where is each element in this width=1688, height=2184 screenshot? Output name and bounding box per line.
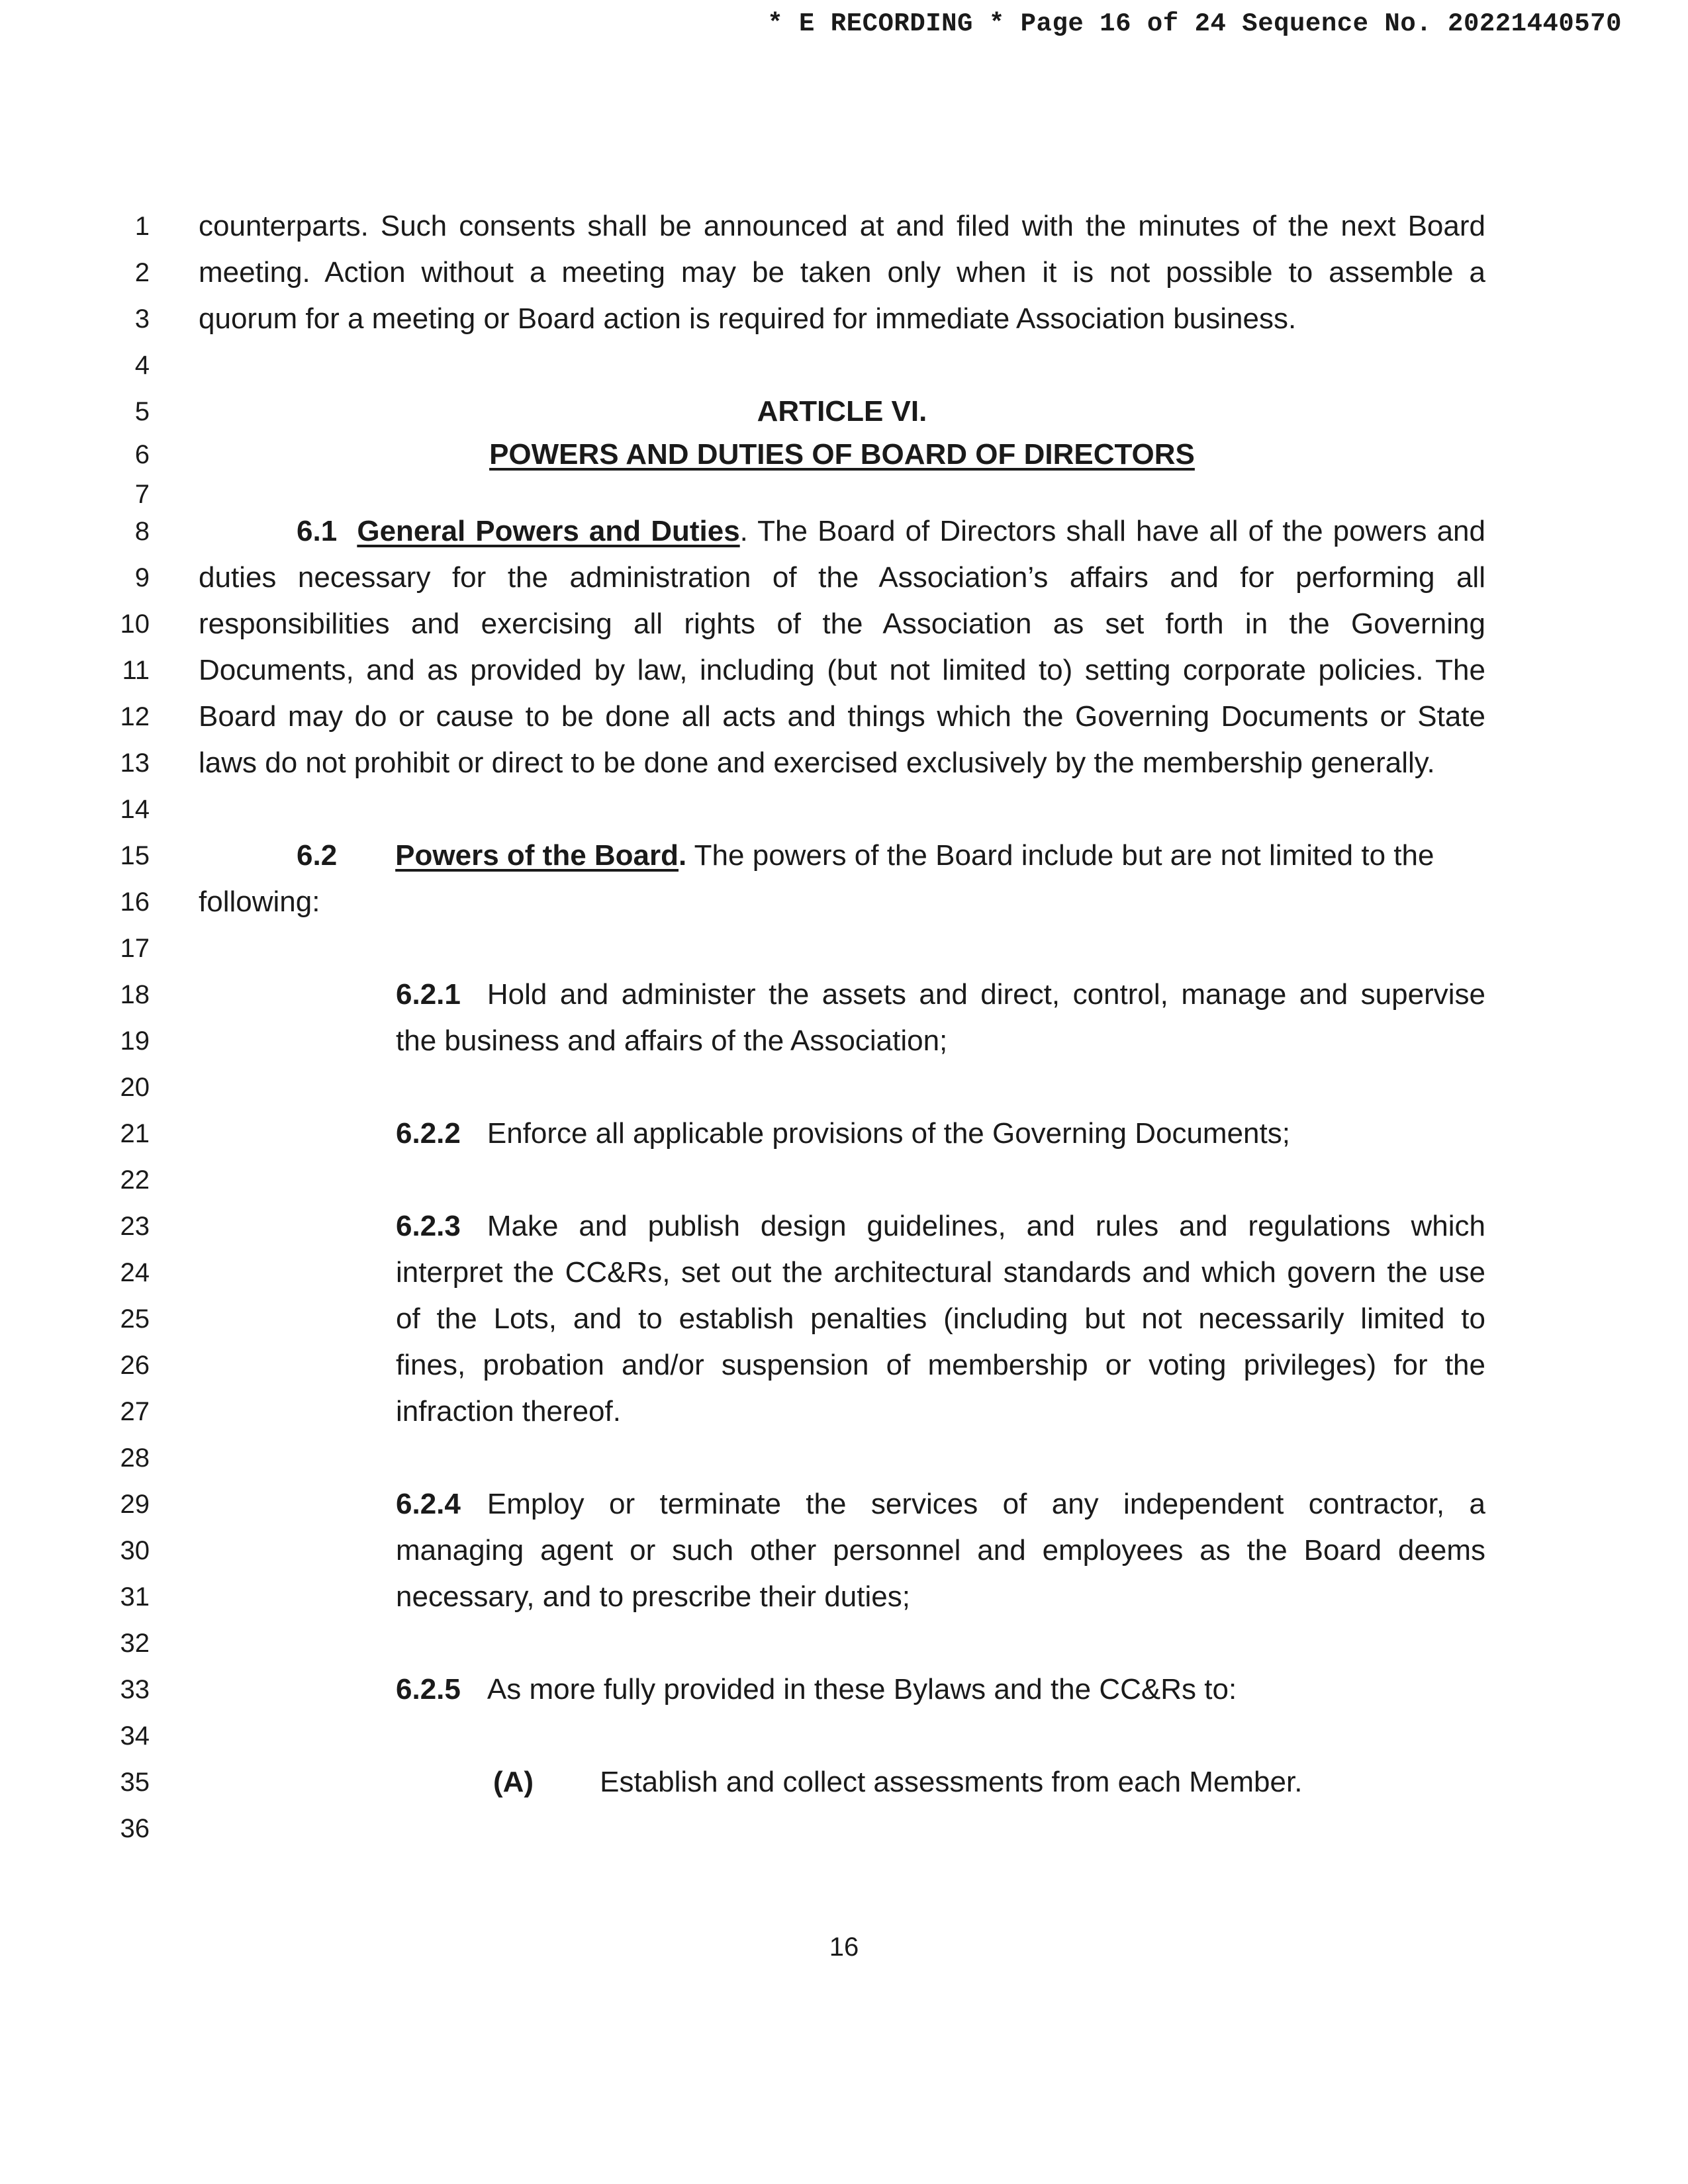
- item-a-line: [493, 1759, 1485, 1805]
- section-text: . The Board of Directors shall have all of the powers and: [739, 515, 1486, 547]
- line-number: 29: [120, 1490, 150, 1519]
- paragraph-line: of the Lots, and to establish penalties (including but not necessarily limited to: [396, 1302, 1485, 1335]
- section-number: 6.2: [297, 839, 338, 872]
- line-number: 16: [120, 887, 150, 917]
- line-number: 1: [134, 212, 150, 241]
- section-heading: General Powers and Duties: [357, 515, 740, 547]
- subsection-text: Employ or terminate the services of any independent contractor, a: [487, 1488, 1485, 1520]
- paragraph-line: managing agent or such other personnel and employees as the Board deems: [396, 1534, 1485, 1567]
- line-number: 12: [120, 702, 150, 731]
- line-number: 33: [120, 1675, 150, 1704]
- paragraph-line: interpret the CC&Rs, set out the architectural standards and which govern the use: [396, 1256, 1485, 1289]
- paragraph-line: necessary, and to prescribe their duties;: [396, 1580, 910, 1613]
- line-number: 2: [134, 258, 150, 287]
- article-number: ARTICLE VI.: [757, 395, 927, 428]
- line-number: 21: [120, 1119, 150, 1148]
- subsection-text: Hold and administer the assets and direct, control, manage and supervise: [487, 978, 1485, 1011]
- line-number: 27: [120, 1397, 150, 1426]
- section-6-1-line: [297, 508, 1485, 555]
- line-number: 3: [134, 304, 150, 334]
- line-number: 23: [120, 1212, 150, 1241]
- line-number: 17: [120, 934, 150, 963]
- subsection-number: 6.2.3: [396, 1210, 461, 1242]
- line-number: 26: [120, 1351, 150, 1380]
- paragraph-line: quorum for a meeting or Board action is required for immediate Association business.: [199, 302, 1297, 335]
- paragraph-line: the business and affairs of the Association;: [396, 1024, 948, 1057]
- line-number: 15: [120, 841, 150, 870]
- section-number: 6.1: [297, 515, 338, 547]
- line-number: 10: [120, 610, 150, 639]
- line-number: 31: [120, 1582, 150, 1612]
- line-number: 13: [120, 749, 150, 778]
- line-number: 24: [120, 1258, 150, 1287]
- subsection-6-2-2-line: [396, 1111, 1485, 1157]
- section-heading: Powers of the Board: [395, 839, 679, 872]
- subsection-text: Make and publish design guidelines, and rules and regulations which: [487, 1210, 1485, 1242]
- subsection-6-2-3-line: [396, 1203, 1485, 1250]
- article-title-text: POWERS AND DUTIES OF BOARD OF DIRECTORS: [489, 438, 1195, 471]
- line-number: 19: [120, 1026, 150, 1056]
- line-number: 36: [120, 1814, 150, 1843]
- line-number: 8: [134, 517, 150, 546]
- paragraph-line: infraction thereof.: [396, 1395, 621, 1428]
- line-number: 22: [120, 1165, 150, 1195]
- paragraph-line: responsibilities and exercising all rights of the Association as set forth in the Governing: [199, 608, 1485, 640]
- subsection-number: 6.2.1: [396, 978, 461, 1011]
- line-number: 25: [120, 1304, 150, 1334]
- subsection-text: Enforce all applicable provisions of the Governing Documents;: [487, 1117, 1290, 1150]
- line-number: 5: [134, 397, 150, 426]
- paragraph-line: duties necessary for the administration of the Association’s affairs and for performing all: [199, 561, 1485, 594]
- item-text: Establish and collect assessments from each Member.: [600, 1766, 1303, 1798]
- line-number: 20: [120, 1073, 150, 1102]
- line-number: 34: [120, 1721, 150, 1751]
- paragraph-line: fines, probation and/or suspension of membership or voting privileges) for the: [396, 1349, 1485, 1381]
- line-number: 14: [120, 795, 150, 824]
- subsection-6-2-5-line: [396, 1666, 1485, 1713]
- subsection-number: 6.2.4: [396, 1488, 461, 1520]
- subsection-6-2-4-line: [396, 1481, 1485, 1527]
- line-number: 18: [120, 980, 150, 1009]
- line-number: 28: [120, 1443, 150, 1473]
- subsection-text: As more fully provided in these Bylaws and the CC&Rs to:: [487, 1673, 1237, 1706]
- subsection-number: 6.2.2: [396, 1117, 461, 1150]
- line-number: 7: [134, 480, 150, 509]
- section-6-2-line: 6.2 Powers of the Board. The powers of the Board include but are not limited to the: [297, 839, 1434, 872]
- recording-stamp: * E RECORDING * Page 16 of 24 Sequence No. 20221440570: [767, 9, 1622, 38]
- paragraph-line: counterparts. Such consents shall be announced at and filed with the minutes of the next Board: [199, 210, 1485, 242]
- subsection-number: 6.2.5: [396, 1673, 461, 1706]
- line-number: 11: [122, 656, 150, 685]
- line-number: 9: [134, 563, 150, 592]
- article-title: [199, 432, 1485, 478]
- section-text: The powers of the Board include but are not limited to the: [686, 839, 1434, 872]
- paragraph-line: Documents, and as provided by law, including (but not limited to) setting corporate policies. The: [199, 654, 1485, 686]
- line-number: 6: [134, 440, 150, 469]
- line-number: 4: [134, 351, 150, 380]
- paragraph-line: following:: [199, 886, 320, 918]
- item-letter: (A): [493, 1766, 534, 1798]
- paragraph-line: laws do not prohibit or direct to be done and exercised exclusively by the membership generally.: [199, 747, 1435, 779]
- paragraph-line: meeting. Action without a meeting may be taken only when it is not possible to assemble a: [199, 256, 1485, 289]
- paragraph-line: Board may do or cause to be done all acts and things which the Governing Documents or State: [199, 700, 1485, 733]
- subsection-6-2-1-line: [396, 972, 1485, 1018]
- line-number: 32: [120, 1629, 150, 1658]
- line-number: 35: [120, 1768, 150, 1797]
- page-number: 16: [829, 1933, 859, 1962]
- line-number: 30: [120, 1536, 150, 1565]
